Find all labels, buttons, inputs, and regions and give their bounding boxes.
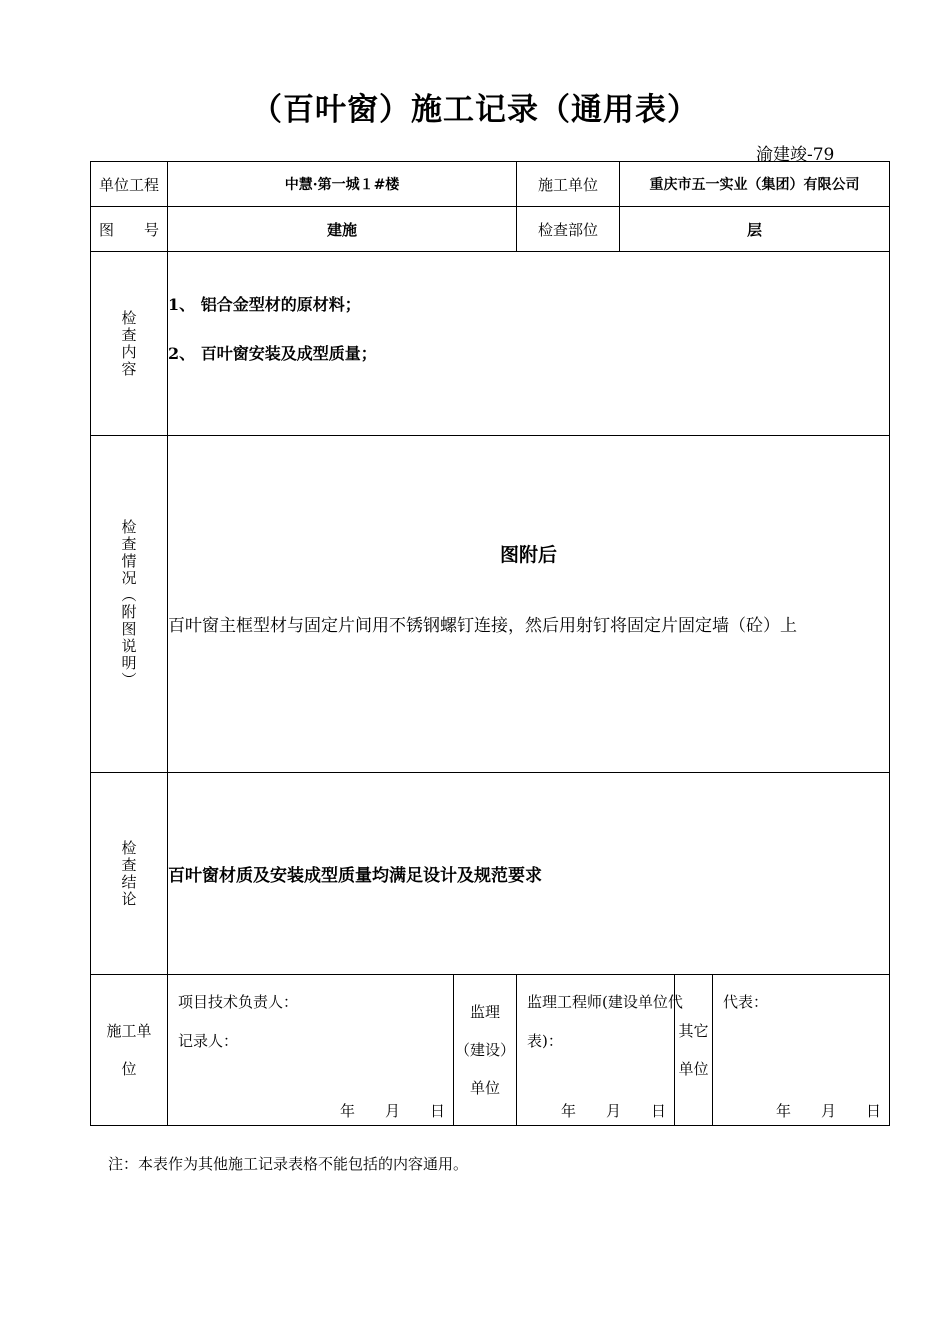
inspection-part-value: 层 <box>620 207 890 252</box>
construction-signature-cell <box>168 975 454 1126</box>
supervisor-engineer-label: 监理工程师(建设单位代 <box>527 993 683 1011</box>
supervisor-engineer-label-cont: 表)： <box>527 1032 563 1050</box>
tech-lead-label: 项目技术负责人： <box>178 993 299 1011</box>
drawing-no-label: 图 号 <box>91 207 168 252</box>
representative-label: 代表： <box>723 993 769 1011</box>
construction-unit-value: 重庆市五一实业（集团）有限公司 <box>620 162 890 207</box>
attachment-heading: 图附后 <box>500 544 558 566</box>
recorder-label: 记录人： <box>178 1032 239 1050</box>
record-form-table <box>90 161 890 1126</box>
situation-text: 百叶窗主框型材与固定片间用不锈钢螺钉连接，然后用射钉将固定片固定墙（砼）上 <box>168 616 797 636</box>
drawing-no-value: 建施 <box>168 207 517 252</box>
inspection-content-cell <box>168 252 890 436</box>
conclusion-text: 百叶窗材质及安装成型质量均满足设计及规范要求 <box>168 773 890 975</box>
supervision-signature-cell <box>517 975 683 1126</box>
inspection-situation-cell <box>168 436 890 773</box>
construction-unit-label: 施工单位 <box>517 162 620 207</box>
construction-unit-sign-label: 施工单 位 <box>91 975 168 1126</box>
unit-project-label: 单位工程 <box>91 162 168 207</box>
supervision-date: 年 月 日 <box>560 1102 667 1120</box>
form-code: 渝建竣-79 <box>756 145 835 165</box>
footnote: 注：本表作为其他施工记录表格不能包括的内容通用。 <box>108 1155 469 1173</box>
inspection-part-label: 检查部位 <box>517 207 620 252</box>
other-date: 年 月 日 <box>775 1102 882 1120</box>
content-item: 1、 铝合金型材的原材料； <box>168 295 361 314</box>
content-item: 2、 百叶窗安装及成型质量； <box>168 344 377 363</box>
construction-date: 年 月 日 <box>339 1102 445 1120</box>
document-title: （百叶窗）施工记录（通用表） <box>251 92 699 128</box>
supervision-unit-label: 监理 （建设） 单位 <box>454 975 517 1126</box>
other-signature-cell <box>713 975 890 1126</box>
inspection-situation-label: 检 查 情 况 ︵ 附 图 说 明 ︶ <box>91 436 168 773</box>
inspection-content-label: 检 查 内 容 <box>91 252 168 436</box>
unit-project-value: 中慧·第一城１#楼 <box>168 162 517 207</box>
other-unit-label: 其它 单位 <box>675 975 713 1126</box>
inspection-conclusion-label: 检 查 结 论 <box>91 773 168 975</box>
